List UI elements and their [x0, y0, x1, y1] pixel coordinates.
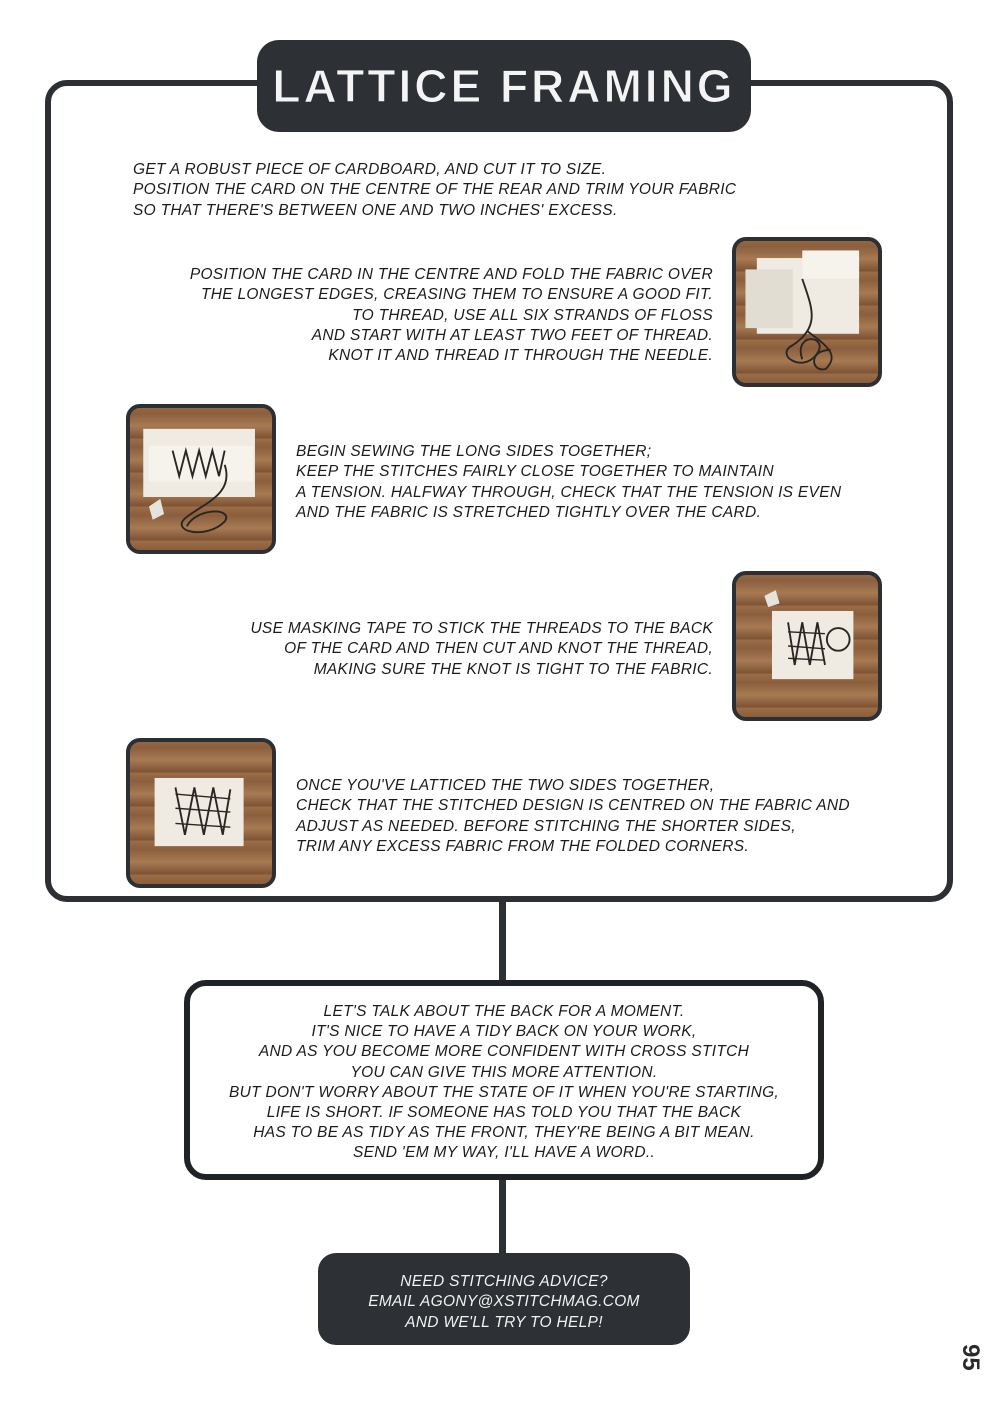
step-3-text: BEGIN SEWING THE LONG SIDES TOGETHER; KEEP THE STITCHES FAIRLY CLOSE TOGETHER TO MAINTAIN A TENSION. HALFWAY THROUGH, CHECK THAT THE TENSION IS EVEN AND THE FABRIC IS STRETCHED TIGHTLY OVER THE CARD.	[296, 443, 842, 521]
step-3-photo	[126, 404, 276, 554]
step-1-text: GET A ROBUST PIECE OF CARDBOARD, AND CUT IT TO SIZE. POSITION THE CARD ON THE CENTRE OF THE REAR AND TRIM YOUR FABRIC SO THAT THERE'S BETWEEN ONE AND TWO INCHES' EXCESS.	[133, 161, 737, 219]
advice-text: NEED STITCHING ADVICE? EMAIL AGONY@XSTITCHMAG.COM AND WE'LL TRY TO HELP!	[368, 1273, 640, 1331]
page-title: LATTICE FRAMING	[272, 60, 736, 112]
step-5-text: ONCE YOU'VE LATTICED THE TWO SIDES TOGETHER, CHECK THAT THE STITCHED DESIGN IS CENTRED ON THE FABRIC AND ADJUST AS NEEDED. BEFORE STITCHING THE SHORTER SIDES, TRIM ANY EXCESS FABRIC FROM THE FOLDED CORNERS.	[296, 777, 850, 855]
fabric-fold-image	[736, 241, 878, 383]
step-2-photo	[732, 237, 882, 387]
step-4-text: USE MASKING TAPE TO STICK THE THREADS TO THE BACK OF THE CARD AND THEN CUT AND KNOT THE THREAD, MAKING SURE THE KNOT IS TIGHT TO THE FABRIC.	[250, 620, 713, 678]
latticed-sides-image	[130, 742, 272, 884]
page-number: 95	[957, 1344, 984, 1371]
knotted-thread-image	[736, 575, 878, 717]
connector-line-bottom	[499, 1180, 506, 1253]
step-5-photo	[126, 738, 276, 888]
connector-line-top	[499, 902, 506, 980]
sewing-sides-image	[130, 408, 272, 550]
step-4-photo	[732, 571, 882, 721]
step-2-text: POSITION THE CARD IN THE CENTRE AND FOLD THE FABRIC OVER THE LONGEST EDGES, CREASING THEM TO ENSURE A GOOD FIT. TO THREAD, USE ALL SIX STRANDS OF FLOSS AND START WITH AT LEAST TWO FEET OF THREAD. KNOT IT AND THREAD IT THROUGH THE NEEDLE.	[189, 266, 713, 365]
title-banner	[257, 40, 751, 132]
note-text: LET'S TALK ABOUT THE BACK FOR A MOMENT. IT'S NICE TO HAVE A TIDY BACK ON YOUR WORK, AND AS YOU BECOME MORE CONFIDENT WITH CROSS STITCH YOU CAN GIVE THIS MORE ATTENTION. BUT DON'T WORRY ABOUT THE STATE OF IT WHEN YOU'RE STARTING, LIFE IS SHORT. IF SOMEONE HAS TOLD YOU THAT THE BACK HAS TO BE AS TIDY AS THE FRONT, THEY'RE BEING A BIT MEAN. SEND 'EM MY WAY, I'LL HAVE A WORD..	[228, 1003, 780, 1162]
